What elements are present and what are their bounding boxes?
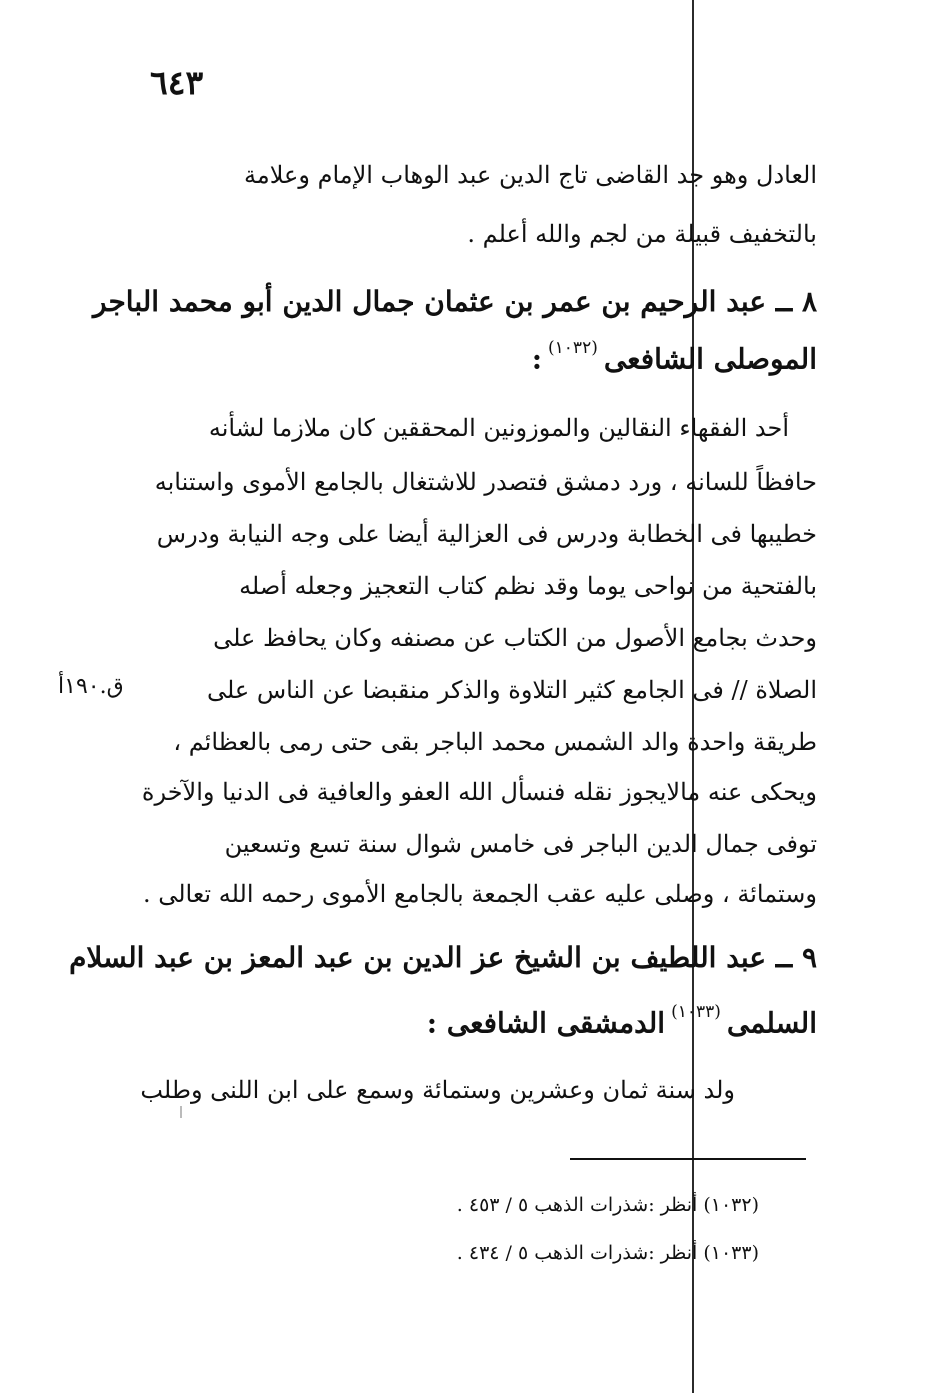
entry-8-body-line-2: حافظاً للسانه ، ورد دمشق فتصدر للاشتغال بالجامع الأموى واستنابه xyxy=(154,468,817,496)
entry-9-heading-line-1: ٩ ــ عبد اللطيف بن الشيخ عز الدين بن عبد المعز بن عبد السلام xyxy=(69,941,817,974)
entry-8-body-line-7: طريقة واحدة والد الشمس محمد الباجر بقى حتى رمى بالعظائم ، xyxy=(173,728,817,756)
entry-8-body-line-4: بالفتحية من نواحى يوما وقد نظم كتاب التعجيز وجعله أصله xyxy=(239,572,817,600)
entry-9-heading-name: السلمى xyxy=(726,1006,817,1040)
footnote-ref-1032: (١٠٣٢) xyxy=(548,338,598,358)
entry-9-heading-line-2 xyxy=(426,1002,817,1040)
entry-8-body-line-5: وحدث بجامع الأصول من الكتاب عن مصنفه وكان يحافظ على xyxy=(213,624,817,652)
entry-8-body-line-6: الصلاة // فى الجامع كثير التلاوة والذكر منقبضا عن الناس على xyxy=(206,676,817,704)
footnote-ref-1033: (١٠٣٣) xyxy=(671,1002,721,1022)
entry-8-body-line-10: وستمائة ، وصلى عليه عقب الجمعة بالجامع الأموى رحمه الله تعالى . xyxy=(142,880,817,908)
footnote-1032: (١٠٣٢) أنظر :شذرات الذهب ٥ / ٤٥٣ . xyxy=(456,1194,759,1216)
entry-8-heading-colon: : xyxy=(531,342,543,376)
entry-9-heading-rest: الدمشقى الشافعى : xyxy=(426,1006,666,1040)
entry-8-body-line-3: خطيبها فى الخطابة ودرس فى العزالية أيضا على وجه النيابة ودرس xyxy=(156,520,817,548)
footnote-separator xyxy=(570,1158,806,1160)
entry-8-body-line-8: ويحكى عنه مالايجوز نقله فنسأل الله العفو والعافية فى الدنيا والآخرة xyxy=(141,778,817,806)
entry-9-body-line-1: ولد سنة ثمان وعشرين وستمائة وسمع على ابن اللنى وطلب xyxy=(140,1076,735,1104)
entry-8-body-line-9: توفى جمال الدين الباجر فى خامس شوال سنة تسع وتسعين xyxy=(224,830,817,858)
paragraph-1-line-1: العادل وهو جد القاضى تاج الدين عبد الوهاب الإمام وعلامة xyxy=(244,161,817,189)
entry-8-body-line-1: أحد الفقهاء النقالين والموزونين المحققين كان ملازما لشأنه xyxy=(208,414,789,442)
footnote-1033: (١٠٣٣) أنظر :شذرات الذهب ٥ / ٤٣٤ . xyxy=(456,1242,759,1264)
entry-8-heading-name: الموصلى الشافعى xyxy=(603,342,817,376)
entry-8-heading-line-1: ٨ ــ عبد الرحيم بن عمر بن عثمان جمال الدين أبو محمد الباجر xyxy=(93,285,817,318)
scan-speck xyxy=(180,1106,182,1118)
entry-8-heading-line-2 xyxy=(531,338,817,376)
margin-folio-note: ق.١٩٠أ xyxy=(58,674,124,699)
page-number: ٦٤٣ xyxy=(150,63,204,102)
paragraph-1-line-2: بالتخفيف قبيلة من لجم والله أعلم . xyxy=(467,220,817,248)
